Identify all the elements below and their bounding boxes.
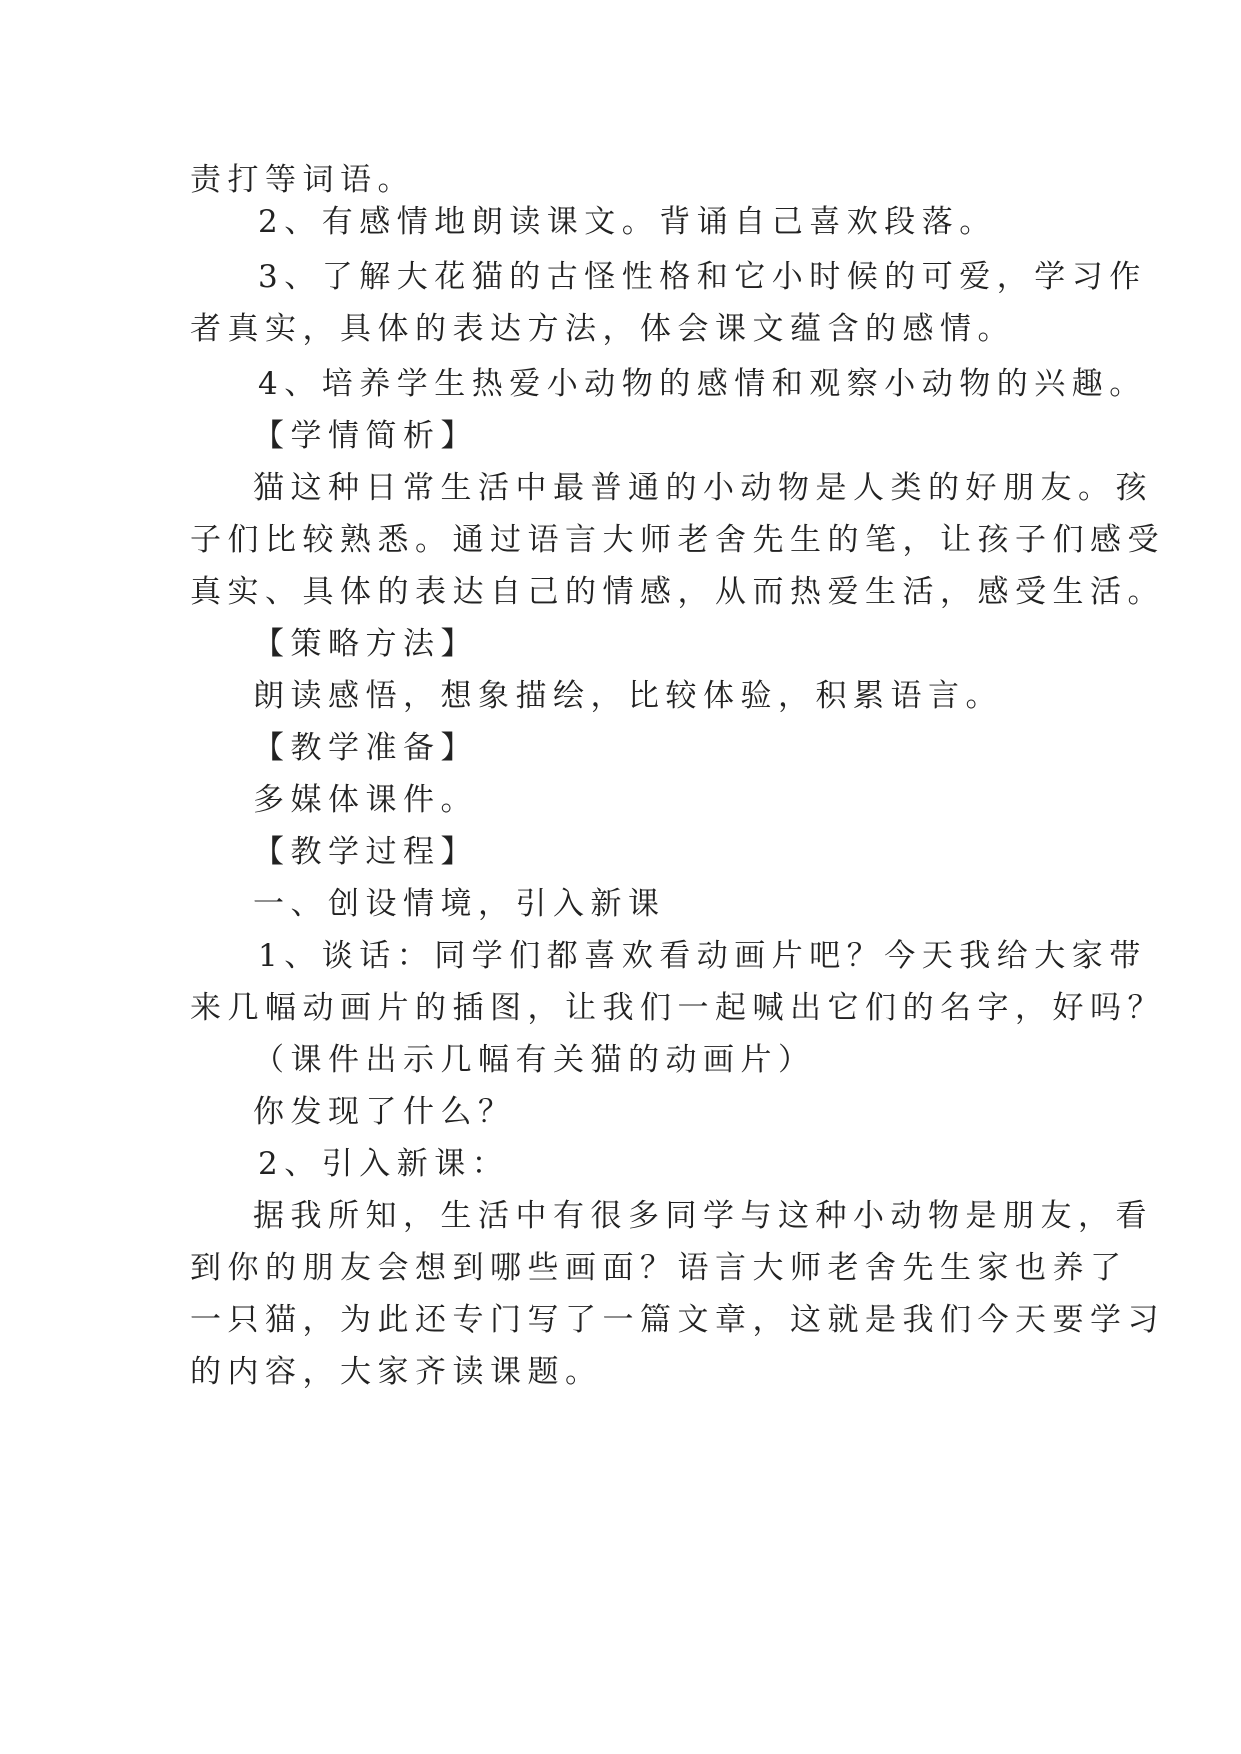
text-line: 据我所知，生活中有很多同学与这种小动物是朋友，看 bbox=[253, 1198, 1153, 1234]
text-line: 真实、具体的表达自己的情感，从而热爱生活，感受生活。 bbox=[190, 574, 1165, 610]
text-line: 一、创设情境，引入新课 bbox=[253, 886, 666, 922]
text-line: 朗读感悟，想象描绘，比较体验，积累语言。 bbox=[253, 678, 1003, 714]
text-line: 来几幅动画片的插图，让我们一起喊出它们的名字，好吗？ bbox=[190, 990, 1165, 1026]
text-line: 子们比较熟悉。通过语言大师老舍先生的笔，让孩子们感受 bbox=[190, 522, 1165, 558]
text-line: 1、谈话：同学们都喜欢看动画片吧？今天我给大家带 bbox=[258, 938, 1147, 974]
text-line: 猫这种日常生活中最普通的小动物是人类的好朋友。孩 bbox=[253, 470, 1153, 506]
text-line: 你发现了什么？ bbox=[253, 1094, 516, 1130]
text-line: 2、引入新课： bbox=[258, 1146, 510, 1182]
section-heading: 【策略方法】 bbox=[253, 626, 478, 662]
text-line: 责打等词语。 bbox=[190, 162, 415, 198]
text-line: 者真实，具体的表达方法，体会课文蕴含的感情。 bbox=[190, 311, 1015, 347]
text-line: 多媒体课件。 bbox=[253, 782, 478, 818]
text-line: 4、培养学生热爱小动物的感情和观察小动物的兴趣。 bbox=[258, 366, 1147, 402]
text-line: 3、了解大花猫的古怪性格和它小时候的可爱，学习作 bbox=[258, 259, 1147, 295]
section-heading: 【学情简析】 bbox=[253, 418, 478, 454]
text-line: 2、有感情地朗读课文。背诵自己喜欢段落。 bbox=[258, 204, 997, 240]
text-line: 一只猫，为此还专门写了一篇文章，这就是我们今天要学习 bbox=[190, 1302, 1165, 1338]
section-heading: 【教学准备】 bbox=[253, 730, 478, 766]
text-line: （课件出示几幅有关猫的动画片） bbox=[253, 1042, 816, 1078]
section-heading: 【教学过程】 bbox=[253, 834, 478, 870]
text-line: 到你的朋友会想到哪些画面？语言大师老舍先生家也养了 bbox=[190, 1250, 1128, 1286]
text-line: 的内容，大家齐读课题。 bbox=[190, 1354, 603, 1390]
